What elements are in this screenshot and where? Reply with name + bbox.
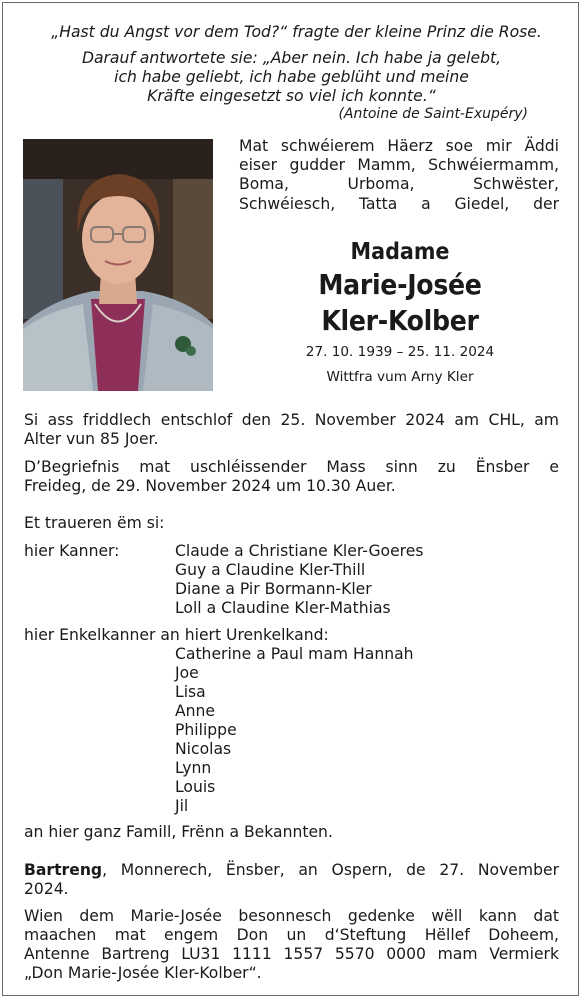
others-line: an hier ganz Famill, Frënn a Bekannten. <box>24 823 333 841</box>
quote-line-4: Kräfte eingesetzt so viel ich konnte.“ <box>147 87 436 105</box>
donation-line-3: Antenne Bartreng LU31 1111 1557 5570 0000 mam Vermierk <box>24 945 559 963</box>
child-item: Loll a Claudine Kler-Mathias <box>175 599 391 617</box>
intro-line-4: Schwéiesch, Tatta a Giedel, der <box>239 195 559 213</box>
portrait-illustration <box>23 139 213 391</box>
grandchild-item: Catherine a Paul mam Hannah <box>175 645 414 663</box>
grandchild-item: Anne <box>175 702 216 720</box>
place-line-2: 2024. <box>24 880 69 898</box>
quote-line-1: „Hast du Angst vor dem Tod?“ fragte der kleine Prinz die Rose. <box>51 23 542 41</box>
quote-author: (Antoine de Saint-Exupéry) <box>338 106 528 122</box>
intro-line-3 <box>239 175 559 194</box>
child-item: Guy a Claudine Kler-Thill <box>175 561 366 579</box>
place-rest: , Monnerech, Ënsber, an Ospern, de 27. November <box>102 861 559 879</box>
portrait-photo <box>23 139 213 391</box>
grandchild-item: Lisa <box>175 683 206 701</box>
grandchild-item: Joe <box>175 664 199 682</box>
donation-line-2: maachen mat engem Don un d‘Steftung Hëllef Doheem, <box>24 926 559 944</box>
grandchild-item: Lynn <box>175 759 212 777</box>
death-line-1: Si ass friddlech entschlof den 25. November 2024 am CHL, am <box>24 411 559 429</box>
deceased-title: Madame <box>350 239 450 265</box>
child-item: Diane a Pir Bormann-Kler <box>175 580 372 598</box>
grandchild-item: Philippe <box>175 721 237 739</box>
place-line-1 <box>24 861 559 880</box>
intro-word-urboma: Urboma, <box>347 175 415 193</box>
child-item: Claude a Christiane Kler-Goeres <box>175 542 424 560</box>
deceased-name-line-1: Marie-Josée <box>318 268 482 301</box>
grandchild-item: Jil <box>175 797 189 815</box>
death-line-2: Alter vun 85 Joer. <box>24 430 159 448</box>
intro-line-1: Mat schwéierem Häerz soe mir Äddi <box>239 137 559 155</box>
donation-line-1: Wien dem Marie-Josée besonnesch gedenke wëll kann dat <box>24 907 559 925</box>
intro-word-schwester: Schwëster, <box>473 175 559 193</box>
funeral-line-2: Freideg, de 29. November 2024 um 10.30 Auer. <box>24 477 396 495</box>
quote-line-3: ich habe geliebt, ich habe geblüht und meine <box>114 68 469 86</box>
intro-line-2: eiser gudder Mamm, Schwéiermamm, <box>239 156 559 174</box>
grandchildren-label: hier Enkelkanner an hiert Urenkelkand: <box>24 626 329 644</box>
children-label: hier Kanner: <box>24 542 120 560</box>
grandchild-item: Louis <box>175 778 216 796</box>
funeral-line-1: D’Begriefnis mat uschléissender Mass sinn zu Ënsber e <box>24 458 559 476</box>
grandchild-item: Nicolas <box>175 740 232 758</box>
quote-line-2: Darauf antwortete sie: „Aber nein. Ich habe ja gelebt, <box>81 49 502 67</box>
life-dates: 27. 10. 1939 – 25. 11. 2024 <box>305 344 495 360</box>
widow-of: Wittfra vum Arny Kler <box>326 369 474 385</box>
intro-word-boma: Boma, <box>239 175 289 193</box>
place-bold: Bartreng <box>24 861 103 879</box>
deceased-name-line-2: Kler-Kolber <box>321 304 479 337</box>
donation-line-4: „Don Marie-Josée Kler-Kolber“. <box>24 964 262 982</box>
mourners-heading: Et traueren ëm si: <box>24 514 165 532</box>
